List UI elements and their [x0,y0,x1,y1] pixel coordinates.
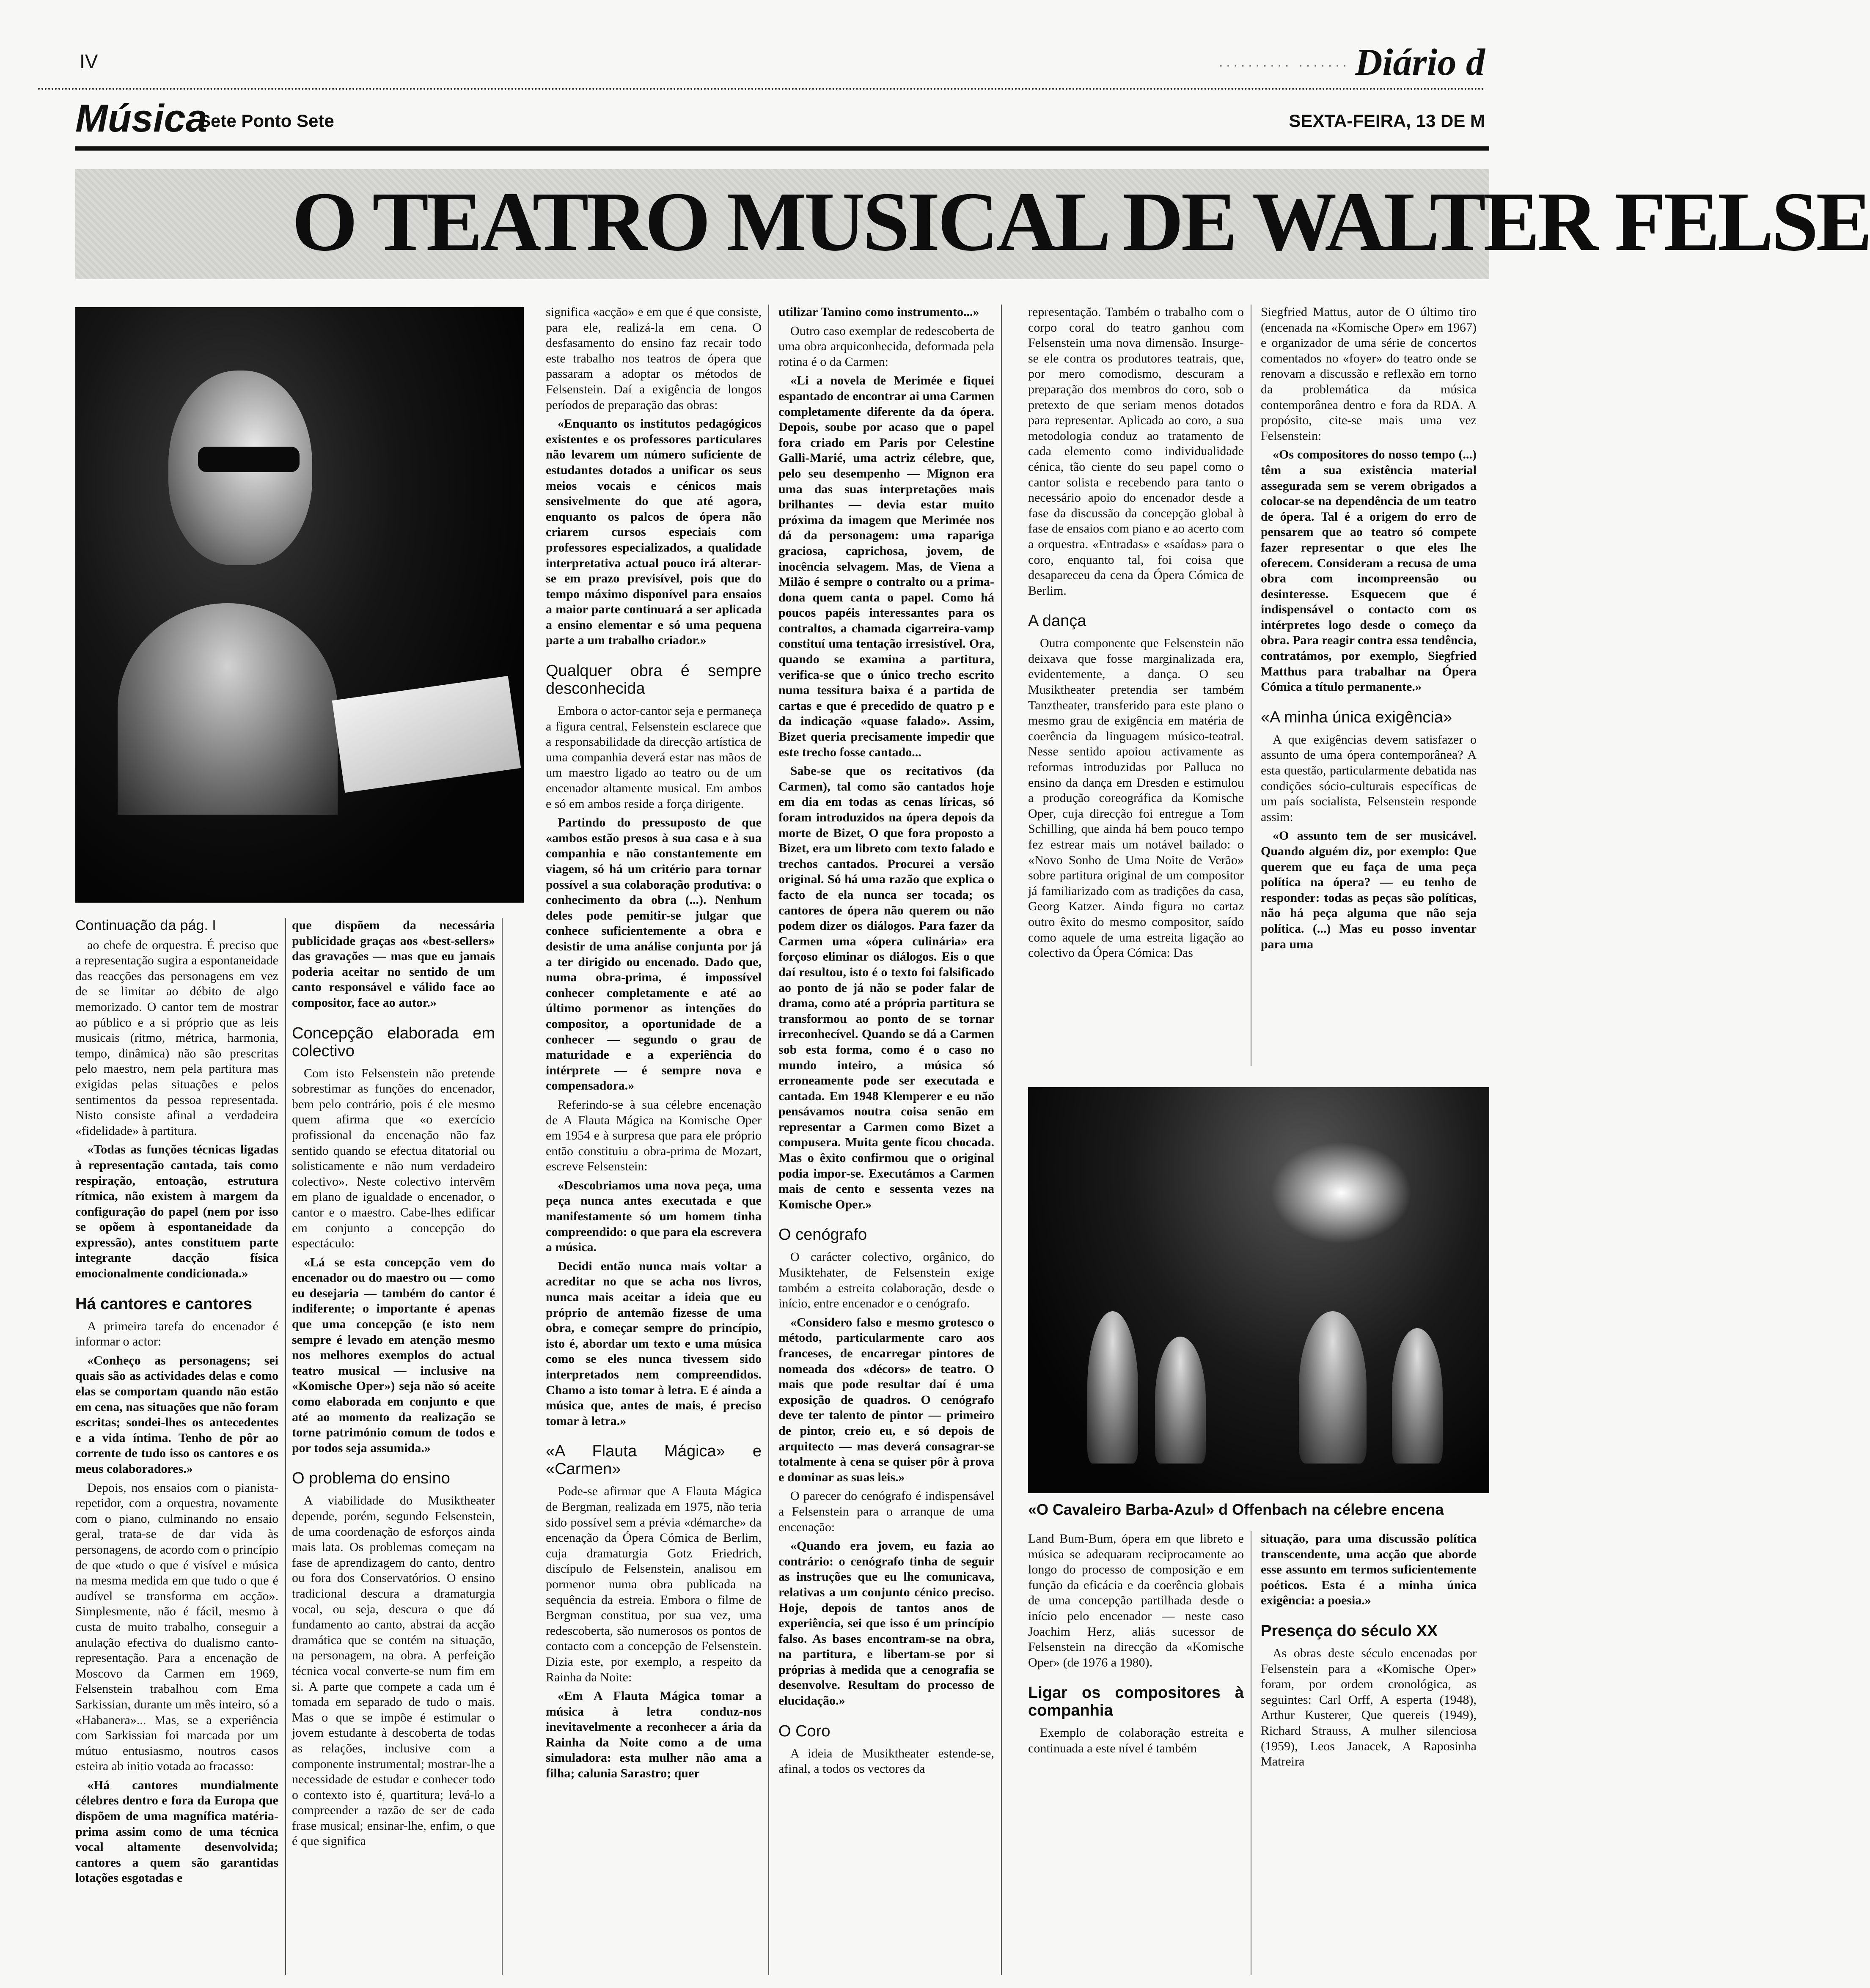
stage-figure [1299,1311,1367,1464]
header-dotted-rule [38,88,1485,90]
dateline: SEXTA-FEIRA, 13 DE M [1289,111,1485,131]
continuation-note: Continuação da pág. I [75,917,216,934]
stage-figure [1087,1311,1138,1464]
column-rule [768,305,769,1975]
article-column-3 [546,305,762,1975]
paragraph: A ideia de Musiktheater estende-se, afinal, a todos os vectores da [778,1746,994,1776]
quote-paragraph: «Li a novela de Merimée e fiquei espantado de encontrar ai uma Carmen completamente diferente da da ópera. Depois, soube por acaso que o papel fora criado em Paris por Celestine Galli-Marié, uma actriz célebre, que, pelo seu desempenho — Mignon era uma das suas interpretações mais brilhantes — devia estar muito próxima da imagem que Merimée nos dá da personagem: uma rapariga graciosa, caprichosa, jovem, de inocência selvagem. Mas, de Viena a Milão é sempre o contralto ou a prima-dona quem canta o papel. Como há poucos papéis interessantes para os contraltos, a chamada cigarreira-vamp constituí uma tentação irresistível. Ora, quando se examina a partitura, verifica-se que o único trecho escrito numa tessitura baixa é a partida de cartas e que é precedido de quatro p e da indicação «quase falado». Assim, Bizet queria precisamente impedir que este trecho fosse cantado... [778,373,994,759]
article-column-4 [778,305,994,1975]
section-title: Música [75,97,207,140]
paragraph: Outro caso exemplar de redescoberta de uma obra arquiconhecida, deformada pela rotina é o da Carmen: [778,324,994,369]
paragraph: A que exigências devem satisfazer o assunto de uma ópera contemporânea? A esta questão, particularmente debatida nas condições sócio-culturais específicas de um país socialista, Felsenstein responde assim: [1261,732,1477,824]
quote-paragraph: «Conheço as personagens; sei quais são as actividades delas e como elas se comportam quando não estão em cena, nas situações que não foram escritas; sondei-lhes os antecedentes e a vida íntima. Tenho de pôr ao corrente de tudo isso os cantores e os meus colaboradores.» [75,1353,278,1476]
subheading: Ligar os compositores à companhia [1028,1684,1244,1720]
quote-paragraph: «Todas as funções técnicas ligadas à representação cantada, tais como respiração, entoação, estrutura rítmica, não existem à margem da configuração do papel (nem por isso se opõem à espontaneidade da expressão), antes constituem parte integrante dacção física emocionalmente condicionada.» [75,1142,278,1281]
paragraph: Outra componente que Felsenstein não deixava que fosse marginalizada era, evidentemente, a dança. O seu Musiktheater pretendia ser também Tanztheater, transferido para este plano o mesmo grau de exigência em matéria de coerência da linguagem músico-teatral. Nesse sentido apoiou activamente as reformas introduzidas por Palluca no ensino da dança em Dresden e estimulou a produção coreográfica da Komische Oper, cuja direcção foi entregue a Tom Schilling, que ainda há bem pouco tempo fez estrear mais um notável bailado: o «Novo Sonho de Uma Noite de Verão» sobre partitura original de um compositor já familiarizado com as tradições da casa, Georg Katzer. Ainda figura no cartaz outro êxito do mesmo compositor, saído como aquele de uma estreita ligação ao colectivo da Ópera Cómica: Das [1028,636,1244,960]
section-rule [75,146,1489,151]
quote-paragraph: Partindo do pressuposto de que «ambos estão presos à sua casa e à sua companhia e não constantemente em viagem, só há um critério para tornar possível a sua colaboração produtiva: o conhecimento da obra (...). Nenhum deles pode pemitir-se julgar que conhece suficientemente a obra e desistir de uma análise conjunta por já a ter dirigido ou encenado. Dado que, numa obra-prima, é impossível conhecer completamente e até ao último pormenor as intenções do compositor, a oportunidade de a conhecer — segundo o grau de maturidade e a experiência do intérprete — é sempre nova e compensadora.» [546,816,762,1093]
stage-figure [1392,1328,1443,1464]
subheading: A dança [1028,612,1086,630]
quote-paragraph: «Quando era jovem, eu fazia ao contrário: o cenógrafo tinha de seguir as instruções que eu lhe comunicava, relativas a um conjunto cénico preciso. Hoje, depois de tantos anos de experiência, sei que isso é um princípio falso. As bases encontram-se na obra, na partitura, e libertam-se por si próprias à medida que a cenografia se desenvolve. Resultam do processo de elucidação.» [778,1539,994,1708]
paragraph: Com isto Felsenstein não pretende sobrestimar as funções do encenador, bem pelo contrário, pois é ele mesmo quem afirma que «o exercício profissional da encenação não faz sentido quando se efectua ditatorial ou solisticamente e não num verdadeiro colectivo». Neste colectivo intervêm em plano de igualdade o encenador, o cantor e o maestro. Cabe-lhes edificar em conjunto a concepção do espectáculo: [292,1066,495,1251]
quote-paragraph: «Lá se esta concepção vem do encenador ou do maestro ou — como eu desejaria — também do cantor é indiferente; o importante é apenas que uma concepção (e isto nem sempre é levado em atenção mesmo nos melhores exemplos do actual teatro musical — inclusive na «Komische Oper») seja não só aceite como elaborada em conjunto e que até ao momento da realização se torne património comum de todos e por todos seja assumida.» [292,1255,495,1455]
paragraph: significa «acção» e em que é que consiste, para ele, realizá-la em cena. O desfasamento do ensino faz recair todo este trabalho nos teatros de ópera que passaram a adoptar os métodos de Felsenstein. Daí a exigência de longos períodos de preparação das obras: [546,305,762,412]
stage-figure [1155,1337,1206,1464]
paragraph: Exemplo de colaboração estreita e continuada a este nível é também [1028,1726,1244,1755]
subheading: Há cantores e cantores [75,1295,253,1313]
column-rule [285,918,286,1975]
column-rule [1001,305,1002,1975]
quote-paragraph: «Os compositores do nosso tempo (...) têm a sua existência material assegurada sem se verem obrigados a colocar-se na dependência de um teatro de ópera. Tal é a origem do erro de pensarem que ao teatro só compete fazer representar o que eles lhe oferecem. Consideram a recusa de uma obra com incompreensão ou desinteresse. Esquecem que é indispensável o contacto com os intérpretes logo desde o começo da obra. Para reagir contra essa tendência, contratámos, por exemplo, Siegfried Matthus para trabalhar na Ópera Cómica a título permanente.» [1261,448,1477,694]
paragraph: Embora o actor-cantor seja e permaneça a figura central, Felsenstein esclarece que a responsabilidade da direcção artística de uma companhia deverá estar nas mãos de um maestro ligado ao teatro ou de um encenador altamente musical. Em ambos e só em ambos reside a força dirigente. [546,704,762,811]
subheading: «A Flauta Mágica» e «Carmen» [546,1442,762,1478]
subheading: O Coro [778,1722,830,1740]
article-column-2 [292,918,495,1975]
quote-paragraph: utilizar Tamino como instrumento...» [778,305,979,319]
portrait-photo [75,307,524,903]
subheading: Concepção elaborada em colectivo [292,1024,495,1060]
article-column-8 [1261,1531,1477,1975]
portrait-glasses [198,447,300,472]
quote-paragraph: Decidi então nunca mais voltar a acreditar no que se acha nos livros, nunca mais aceitar a ideia que eu próprio de antemão fizesse de uma obra, e começar sempre do princípio, isto é, abordar um texto e uma música como se eles nunca tivessem sido interpretados nem compreendidos. Chamo a isto tomar à letra. E é ainda a música que, antes de mais, é preciso tomar à letra.» [546,1259,762,1428]
quote-paragraph: «Enquanto os institutos pedagógicos existentes e os professores particulares não levarem um número suficiente de estudantes dotados a unificar os seus meios vocais e cénicos mais sensivelmente do que até agora, enquanto os palcos de ópera não criarem cursos especiais com professores especializados, a qualidade interpretativa actual pouco irá alterar-se em prazo previsível, pois que do tempo máximo disponível para ensaios a maior parte continuará a ser aplicada a ensino elementar e só uma pequena parte a um trabalho criador.» [546,417,762,648]
paragraph: O parecer do cenógrafo é indispensável a Felsenstein para o arranque de uma encenação: [778,1489,994,1534]
paragraph: Pode-se afirmar que A Flauta Mágica de Bergman, realizada em 1975, não teria sido possível sem a prévia «démarche» da encenação da Ópera Cómica de Berlim, cuja dramaturgia Gotz Friedrich, discípulo de Felsenstein, analisou em pormenor numa obra publicada na sequência da estreia. Embora o filme de Bergman constitua, por sua vez, uma redescoberta, são numerosos os pontos de contacto com a concepção de Felsenstein. Dizia este, por exemplo, a respeito da Rainha da Noite: [546,1484,762,1684]
quote-paragraph: «Há cantores mundialmente célebres dentro e fora da Europa que dispõem de uma magnífica matéria-prima assim como de uma técnica vocal altamente desenvolvida; cantores a quem são garantidas lotações esgotadas e [75,1778,278,1885]
quote-paragraph: «O assunto tem de ser musicável. Quando alguém diz, por exemplo: Que querem que eu faça de uma peça política na ópera? — eu tenho de responder: todas as peças são políticas, não há peça alguma que não seja política. (...) Mas eu posso inventar para uma [1261,829,1477,951]
masthead-logo: Diário d [1355,41,1485,83]
paragraph: A primeira tarefa do encenador é informar o actor: [75,1319,278,1349]
quote-paragraph: que dispõem da necessária publicidade graças aos «best-sellers» das gravações — mas que eu jamais poderia aceitar no sentido de um canto responsável e válido face ao compositor, face ao autor.» [292,918,495,1010]
masthead-dots: ·········· ······· [1218,57,1350,73]
paragraph: Land Bum-Bum, ópera em que libreto e música se adequaram reciprocamente ao longo do processo de composição e em função da eficácia e da coerência globais de uma concepção partilhada desde o início pelo encenador — neste caso Joachim Herz, aliás sucessor de Felsenstein na direcção da «Komische Oper» (de 1976 a 1980). [1028,1532,1244,1669]
subheading: «A minha única exigência» [1261,708,1452,726]
paragraph: A viabilidade do Musiktheater depende, porém, segundo Felsenstein, de uma coordenação de esforços ainda mais lata. Os problemas começam na fase de aprendizagem do canto, dentro ou fora dos Conservatórios. O ensino tradicional descura a dramaturgia vocal, ou seja, descura o que dá fundamento ao canto, abstrai da acção dramática que se contém na situação, na personagem, na obra. A perfeição técnica vocal converte-se num fim em si. A parte que compete a cada um é tomada em separado de tudo o mais. Mas o que se impõe é estimular o jovem estudante à descoberta de todas as relações, inclusive com a componente instrumental; mostrar-lhe a necessidade de estudar e conhecer todo o contexto isto é, quartitura; levá-lo a compreender a razão de ser de cada frase musical; ensinar-lhe, enfim, o que é que significa [292,1494,495,1848]
stage-photo [1028,1087,1489,1493]
quote-paragraph: «Descobriamos uma nova peça, uma peça nunca antes executada e que manifestamente só um homem tinha compreendido: o que para ela escrevera a música. [546,1178,762,1255]
quote-paragraph: situação, para uma discussão política transcendente, uma acção que aborde esse assunto em termos suficientemente poéticos. Esta é a minha única exigência: a poesia.» [1261,1532,1477,1608]
paragraph: Siegfried Mattus, autor de O último tiro (encenada na «Komische Oper» em 1967) e organizador de uma série de concertos comentados no «foyer» do teatro onde se renovam a discussão e reflexão em torno da problemática da música contemporânea dentro e fora da RDA. A propósito, cite-se mais uma vez Felsenstein: [1261,305,1477,443]
paragraph: Referindo-se à sua célebre encenação de A Flauta Mágica na Komische Oper em 1954 e à surpresa que para ele próprio então constituiu a obra-prima de Mozart, escreve Felsenstein: [546,1097,762,1174]
article-column-1 [75,918,278,1975]
paragraph: Depois, nos ensaios com o pianista-repetidor, com a orquestra, novamente com o piano, culminando no ensaio geral, trata-se de dar vida às personagens, de acordo com o princípio de que «tudo o que é visível e música na mesma medida em que tudo o que é audível se transforma em acção». Simplesmente, não é fácil, mesmo à custa de muito trabalho, conseguir a anulação efectiva do dualismo canto-representação. Para a encenação de Moscovo da Carmen em 1969, Felsenstein trabalhou com Ema Sarkissian, durante um mês inteiro, só a «Habanera»... Mas, se a experiência com Sarkissian foi marcada por um mútuo entusiasmo, noutros casos esteira ab initio votada ao fracasso: [75,1480,278,1774]
photo-caption: «O Cavaleiro Barba-Azul» d Offenbach na célebre encena [1028,1501,1444,1518]
column-rule [502,918,503,1975]
paragraph: O carácter colectivo, orgânico, do Musiktehater, de Felsenstein exige também a estreita colaboração, desde o início, entre encenador e o cenógrafo. [778,1250,994,1311]
portrait-shirt [118,603,338,815]
quote-paragraph: «Em A Flauta Mágica tomar a música à letra conduz-nos inevitavelmente a reconhecer a ária da Rainha da Noite como a de uma simuladora: esta mulher não ama a filha; calunia Sarastro; quer [546,1689,762,1781]
page-number: IV [80,50,98,72]
quote-paragraph: «Considero falso e mesmo grotesco o método, particularmente caro aos franceses, de encarregar pintores de nomeada dos «décors» de teatro. O mais que pode resultar daí é uma exposição de quadros. O cenógrafo deve ter talento de pintor — primeiro de pintor, creio eu, e só depois de arquitecto — mas deverá consagrar-se totalmente à cena se quiser pôr à prova e dominar as suas leis.» [778,1315,994,1484]
subheading: O cenógrafo [778,1226,867,1244]
paragraph: As obras deste século encenadas por Felsenstein para a «Komische Oper» foram, por ordem cronológica, as seguintes: Carl Orff, A esperta (1948), Arthur Kusterer, Que quereis (1949), Richard Strauss, A mulher silenciosa (1959), Leos Janacek, A Raposinha Matreira [1261,1646,1477,1769]
article-column-7 [1028,1531,1244,1975]
subsection-title: Sete Ponto Sete [199,111,334,131]
paragraph: ao chefe de orquestra. É preciso que a representação sugira a espontaneidade das reacções das personagens em vez de se limitar ao débito de algo memorizado. O cantor tem de mostrar ao público e a si próprio que as leis musicais (ritmo, métrica, harmonia, tempo, dinâmica) não são prescritas pelo maestro, nem pela partitura mas exigidas pelas situações e pelos sentimentos da pessoa representada. Nisto consiste afinal a verdadeira «fidelidade» à partitura. [75,938,278,1138]
subheading: O problema do ensino [292,1469,450,1488]
subheading: Presença do século XX [1261,1622,1438,1640]
article-column-5 [1028,305,1244,1066]
portrait-score [332,676,521,793]
subheading: Qualquer obra é sempre desconhecida [546,662,762,698]
article-column-6 [1261,305,1477,1066]
stage-chandelier [1265,1138,1417,1248]
headline: O TEATRO MUSICAL DE WALTER FELSE [292,175,1870,269]
paragraph: representação. Também o trabalho com o corpo coral do teatro ganhou com Felsenstein uma nova dimensão. Insurge-se ele contra os produtores teatrais, que, por mero comodismo, descuram a preparação dos membros do coro, sob o pretexto de que seriam menos dotados para representar. Aplicada ao coro, a sua metodologia conduz ao tratamento de cada elemento como individualidade cénica, tão ciente do seu papel como o cantor solista e recebendo para tanto o necessário apoio do encenador desde a fase da discussão da concepção global à fase de ensaios com piano e ao acerto com a orquestra. «Entradas» e «saídas» para o coro, enquanto tal, foi coisa que desapareceu da cena da Ópera Cómica de Berlim. [1028,305,1244,598]
quote-paragraph: Sabe-se que os recitativos (da Carmen), tal como são cantados hoje em dia em todas as cenas líricas, só foram introduzidos na ópera depois da morte de Bizet, O que fora proposto a Bizet, era um libreto com texto falado e trechos cantados. Procurei a versão original. Só há uma razão que explica o facto de ela nunca ser tocada; os cantores de ópera não querem ou não podem dizer os diálogos. Para fazer da Carmen uma «ópera culinária» era forçoso eliminar os diálogos. Eis o que daí resultou, isto é o texto foi falsificado ao ponto de já não se poder falar de drama, como até a própria partitura se transformou ao ponto de se tornar irreconhecível. Quando se dá a Carmen sob esta forma, como é o caso no mundo inteiro, a música só erroneamente pode ser executada e cantada. Em 1948 Klemperer e eu não pensávamos noutra coisa senão em representar a Carmen como Bizet a compusera. Muita gente ficou chocada. Mas o êxito confirmou que o original podia impor-se. Executámos a Carmen mais de cento e sessenta vezes na Komische Oper.» [778,764,994,1211]
